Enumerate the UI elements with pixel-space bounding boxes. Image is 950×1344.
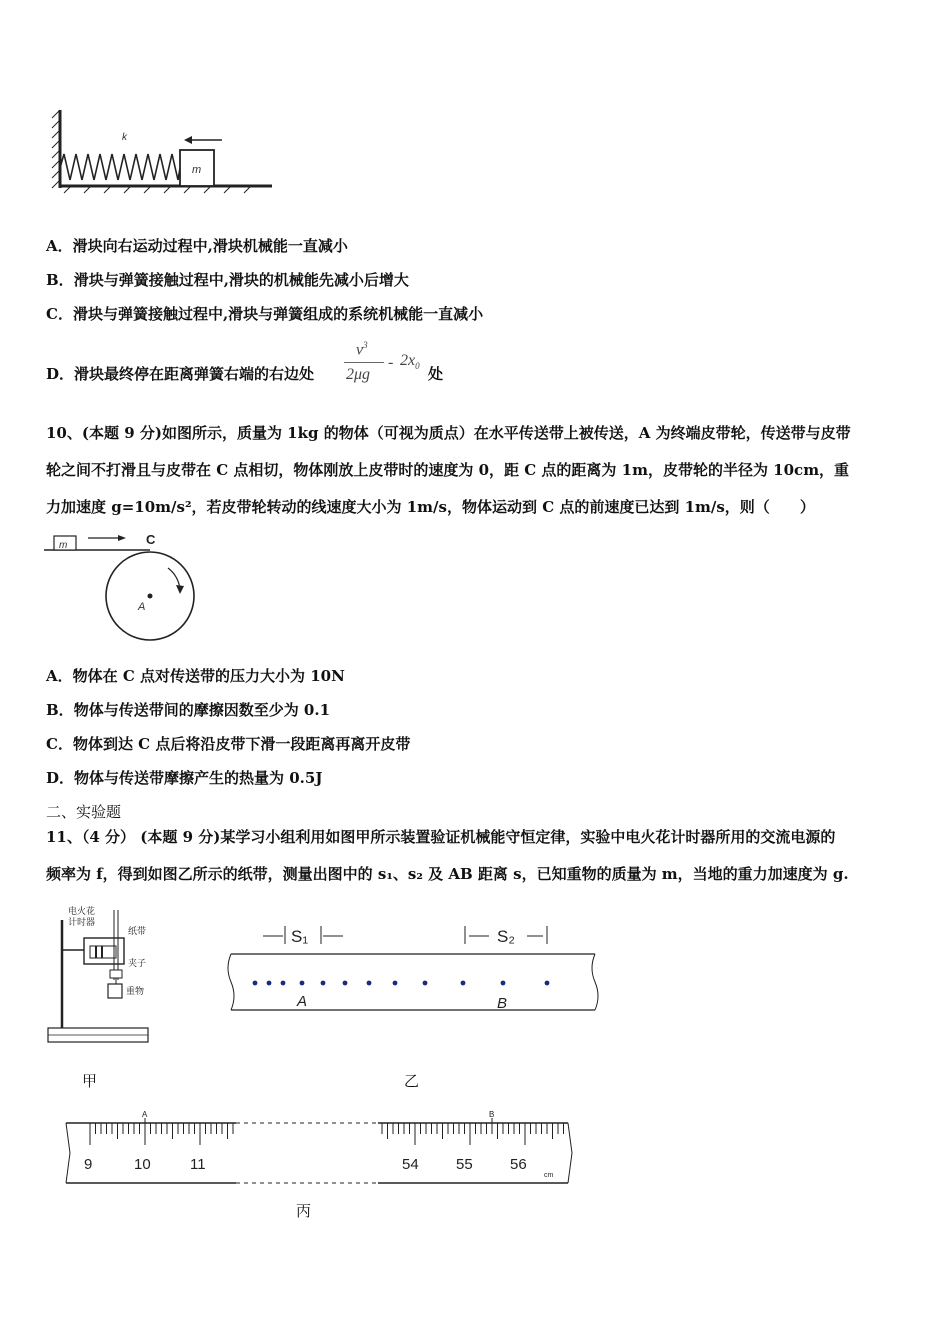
- q9-option-c: C．滑块与弹簧接触过程中,滑块与弹簧组成的系统机械能一直减小: [46, 305, 484, 323]
- point-c-label: C: [146, 532, 156, 547]
- q10-option-c: C．物体到达 C 点后将沿皮带下滑一段距离再离开皮带: [46, 735, 411, 753]
- svg-text:cm: cm: [544, 1172, 554, 1179]
- svg-text:54: 54: [402, 1156, 419, 1173]
- svg-text:A: A: [297, 993, 308, 1010]
- spring-k-label: k: [122, 132, 127, 143]
- q11-stem-line-2: 频率为 f，得到如图乙所示的纸带，测量出图中的 s₁、s₂ 及 AB 距离 s，已知重物的质量为 m，当地的重力加速度为 g.: [46, 865, 849, 883]
- caption-jia: 甲: [82, 1072, 98, 1090]
- svg-text:10: 10: [134, 1156, 151, 1173]
- q10-option-b: B．物体与传送带间的摩擦因数至少为 0.1: [46, 701, 331, 719]
- svg-text:计时器: 计时器: [68, 917, 96, 927]
- spring-block-figure: [50, 100, 280, 200]
- q10-option-a: A．物体在 C 点对传送带的压力大小为 10N: [46, 667, 345, 685]
- svg-text:55: 55: [456, 1156, 473, 1173]
- svg-text:B: B: [489, 1110, 495, 1119]
- apparatus-figure: [44, 900, 164, 1050]
- section-title: 二、实验题: [46, 803, 122, 821]
- ruler-figure: [60, 1105, 580, 1190]
- q9-option-b: B．滑块与弹簧接触过程中,滑块的机械能先减小后增大: [46, 271, 409, 289]
- svg-text:电火花: 电火花: [68, 906, 96, 916]
- svg-text:56: 56: [510, 1156, 527, 1173]
- spring: [60, 154, 180, 180]
- svg-text:纸带: 纸带: [128, 926, 147, 936]
- conveyor-pulley-figure: [44, 528, 204, 643]
- q10-option-d: D．物体与传送带摩擦产生的热量为 0.5J: [46, 769, 323, 787]
- svg-text:A: A: [142, 1110, 148, 1119]
- caption-yi: 乙: [404, 1072, 420, 1090]
- q10-stem-line-3: 力加速度 g=10m/s²，若皮带轮转动的线速度大小为 1m/s，物体运动到 C 点的前速度已达到 1m/s，则（ ）: [46, 498, 815, 516]
- svg-text:B: B: [497, 995, 508, 1012]
- block-m-label: m: [192, 164, 202, 176]
- svg-text:9: 9: [84, 1156, 93, 1173]
- svg-text:S₂: S₂: [497, 927, 515, 946]
- svg-text:夹子: 夹子: [128, 958, 147, 968]
- q10-stem-line-1: 10、(本题 9 分)如图所示，质量为 1kg 的物体（可视为质点）在水平传送带上被传送，A 为终端皮带轮，传送带与皮带: [46, 424, 851, 442]
- q9-option-a: A．滑块向右运动过程中,滑块机械能一直减小: [46, 237, 348, 255]
- svg-text:m: m: [59, 540, 68, 551]
- q10-stem-line-2: 轮之间不打滑且与皮带在 C 点相切，物体刚放上皮带时的速度为 0，距 C 点的距离为 1m，皮带轮的半径为 10cm，重: [46, 461, 850, 479]
- center-a-label: A: [138, 601, 146, 613]
- paper-tape-figure: [225, 918, 605, 1018]
- svg-text:重物: 重物: [126, 986, 145, 996]
- q9-option-d: D．滑块最终停在距离弹簧右端的右边处: [46, 365, 315, 383]
- heavy-weight: [108, 984, 122, 998]
- q11-stem-line-1: 11、（4 分） (本题 9 分)某学习小组利用如图甲所示装置验证机械能守恒定律，实验中电火花计时器所用的交流电源的: [46, 828, 836, 846]
- svg-text:11: 11: [190, 1156, 206, 1173]
- caption-bing: 丙: [296, 1202, 312, 1220]
- svg-text:S₁: S₁: [291, 927, 309, 946]
